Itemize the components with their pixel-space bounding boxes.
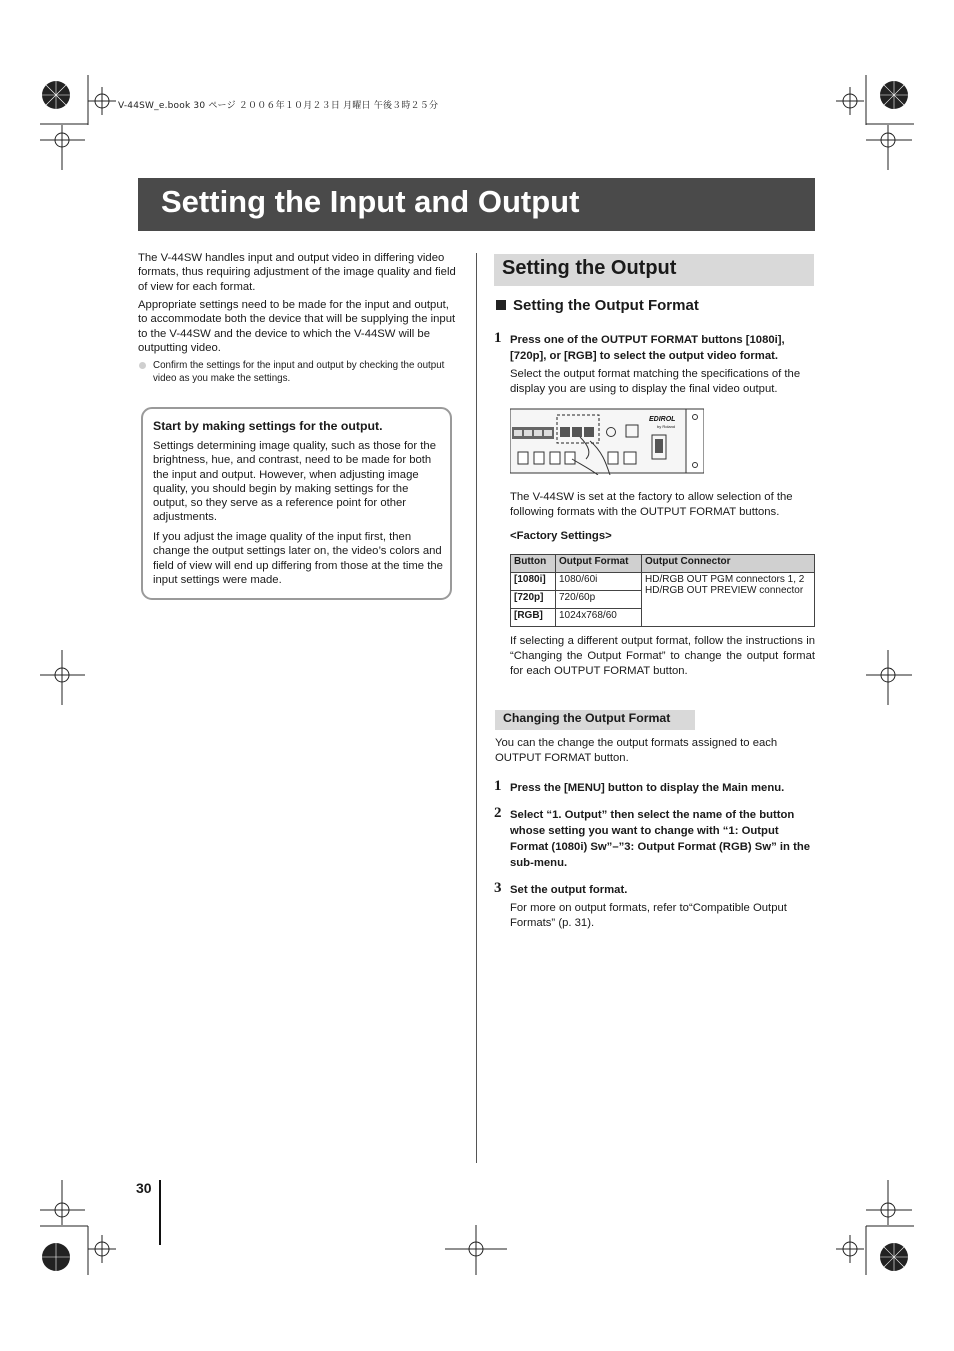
tip-box-title: Start by making settings for the output. (153, 419, 383, 433)
connector-line-2: HD/RGB OUT PREVIEW connector (645, 585, 804, 596)
intro-paragraph-1: The V-44SW handles input and output video in differing video formats, thus requiring adjustment of the image quality and field of view for each format. (138, 252, 456, 293)
print-header: V-44SW_e.book 30 ページ ２００６年１０月２３日 月曜日 午後３時２５分 (118, 101, 439, 111)
table-cell-button: [RGB] (511, 609, 556, 627)
table-cell-format: 1024x768/60 (556, 609, 642, 627)
square-bullet-icon (496, 300, 506, 310)
page-number: 30 (136, 1180, 152, 1196)
note-bullet-icon (139, 362, 146, 369)
subsection-title: Setting the Output Format (513, 297, 699, 314)
tip-box-paragraph-1: Settings determining image quality, such as those for the brightness, hue, and contrast, need to be made for both the input and output. However, when adjusting image quality, you should begin by making settings for the output, so they serve as a reference point for other adjustments. (153, 440, 436, 524)
changing-intro: You can the change the output formats assigned to each OUTPUT FORMAT button. (495, 737, 778, 764)
factory-settings-table (510, 554, 815, 627)
connector-line-1: HD/RGB OUT PGM connectors 1, 2 (645, 574, 805, 585)
step-instruction: Press one of the OUTPUT FORMAT buttons [1080i], [720p], or [RGB] to select the output video format. (510, 334, 785, 362)
step-detail: Select the output format matching the specifications of the display you are using to display the final video output. (510, 368, 801, 395)
table-header-cell: Output Format (556, 555, 642, 573)
note-text: Confirm the settings for the input and output by checking the output video as you make the settings. (153, 360, 445, 384)
table-cell-format: 1080/60i (556, 573, 642, 591)
step-number: 3 (494, 880, 502, 896)
table-row (511, 573, 815, 591)
column-divider (476, 253, 477, 1163)
device-brand-label: EDIROL (649, 416, 676, 423)
table-cell-button: [1080i] (511, 573, 556, 591)
device-subbrand-label: by Roland (657, 424, 676, 429)
table-cell-format: 720/60p (556, 591, 642, 609)
tip-box-paragraph-2: If you adjust the image quality of the input first, then change the output settings later on, the video’s colors and field of view will end up differing from those at the time the input settings were made. (153, 531, 443, 586)
factory-settings-label: <Factory Settings> (510, 530, 612, 542)
table-header-cell: Button (511, 555, 556, 573)
device-illustration (510, 407, 704, 475)
step-instruction: Press the [MENU] button to display the Main menu. (510, 782, 785, 794)
step-number: 1 (494, 778, 502, 794)
table-cell-button: [720p] (511, 591, 556, 609)
table-header-cell: Output Connector (642, 555, 815, 573)
intro-paragraph-2: Appropriate settings need to be made for the input and output, to accommodate both the device that will be supplying the input to the V-44SW and the device to which the V-44SW will be outputting video. (138, 299, 456, 354)
after-table-paragraph: If selecting a different output format, follow the instructions in “Changing the Output Format” to change the output format for each OUTPUT FORMAT button. (510, 635, 815, 677)
changing-title: Changing the Output Format (503, 711, 671, 725)
table-cell-connector (642, 573, 815, 627)
step-instruction: Set the output format. (510, 884, 628, 896)
table-header-row (511, 555, 815, 573)
step-instruction: Select “1. Output” then select the name of the button whose setting you want to change with “1: Output Format (1080i) Sw”–”3: Output Format (RGB) Sw” in the sub-menu. (510, 809, 811, 869)
page-number-bar (159, 1180, 161, 1245)
step-number: 2 (494, 805, 502, 821)
step-number: 1 (494, 330, 502, 346)
section-title: Setting the Output (502, 257, 677, 279)
factory-intro: The V-44SW is set at the factory to allow selection of the following formats with the OUTPUT FORMAT buttons. (510, 491, 793, 518)
page-title: Setting the Input and Output (161, 184, 580, 219)
step-detail: For more on output formats, refer to“Compatible Output Formats” (p. 31). (510, 902, 787, 929)
